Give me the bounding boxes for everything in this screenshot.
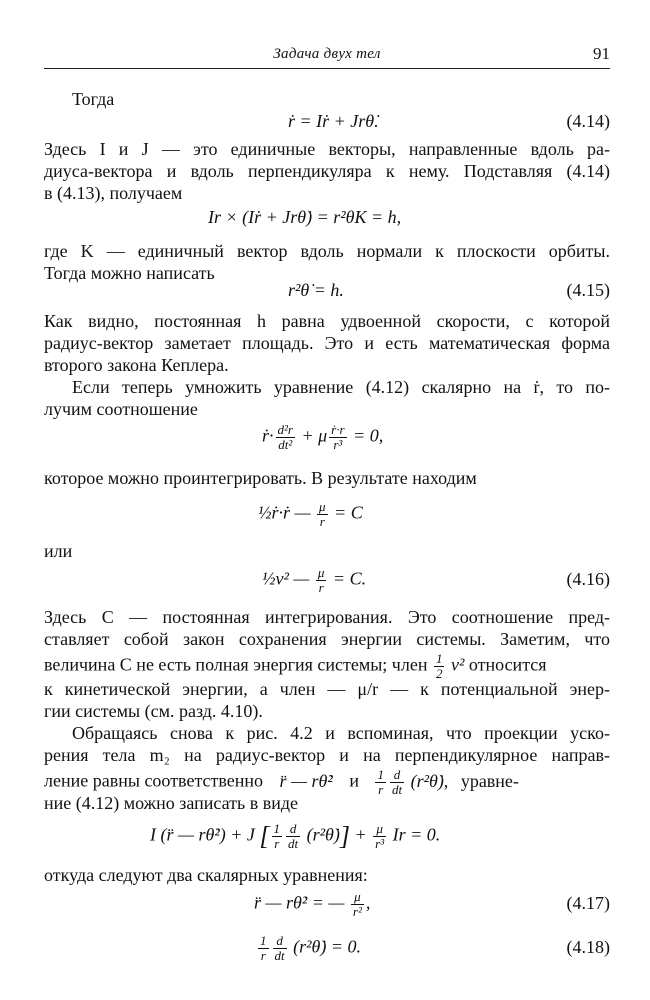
equation-4-14: ṙ = Iṙ + Jrθ̇. — [288, 111, 379, 131]
equation-number: (4.18) — [566, 937, 610, 957]
equation-number: (4.14) — [566, 111, 610, 131]
text-line: ние (4.12) можно записать в виде — [44, 793, 298, 813]
text-line: или — [44, 541, 73, 561]
text-line: ставляет собой закон сохранения энергии системы. Заметим, что — [44, 629, 610, 649]
running-title: Задача двух тел — [273, 46, 381, 62]
text-line: второго закона Кеплера. — [44, 355, 229, 375]
text-line: Обращаясь снова к рис. 4.2 и вспоминая, что проекции уско- — [72, 723, 610, 743]
text-line: которое можно проинтегрировать. В результате находим — [44, 468, 477, 488]
text-line: ление равны соответственно r̈ — rθ̇² и $\frac{1}{r}$ $\frac{d}{dt}$ (r²θ̇), уравне- — [44, 767, 519, 797]
page-number: 91 — [593, 44, 610, 63]
page-header — [44, 42, 610, 69]
text-line: гии системы (см. разд. 4.10). — [44, 701, 263, 721]
text-line: лучим соотношение — [44, 399, 198, 419]
text-line: Как видно, постоянная h равна удвоенной скорости, с которой — [44, 311, 610, 331]
equation-cross-product: Ir × (Iṙ + Jrθ̇) = r²θ̇K = h, — [208, 207, 402, 227]
text-line: в (4.13), получаем — [44, 183, 183, 203]
text-line: радиус-вектор заметает площадь. Это и есть математическая форма — [44, 333, 610, 353]
text-line: диуса-вектора и вдоль перпендикуляра к нему. Подставляя (4.14) — [44, 161, 610, 181]
equation-4-17: r̈ — rθ̇² = — $\frac{\mu}{\text{r²}}$ , — [254, 889, 371, 919]
text-line: величина C не есть полная энергия системы; член $\frac{1}{2}$ v² относится — [44, 651, 547, 681]
equation-number: (4.16) — [566, 569, 610, 589]
equation-number: (4.17) — [566, 893, 610, 913]
equation-dot-product: ṙ· $\frac{\text{d²r}}{\text{dt²}}$ + μ $\frac{\text{ṙ·r}}{\text{r³}}$ = 0, — [262, 422, 384, 452]
equation-4-18: $\frac{1}{r}$ $\frac{d}{dt}$ (r²θ̇) = 0. — [260, 933, 362, 963]
equation-vector-form: I (r̈ — rθ̇²) + J [ $\frac{1}{r}$ $\frac{d}{dt}$ (r²θ̇)] + $\frac{\mu}{\text{r³}}$ Ir = 0. — [150, 821, 441, 851]
text-line: Здесь C — постоянная интегрирования. Это соотношение пред- — [44, 607, 610, 627]
equation-number: (4.15) — [566, 280, 610, 300]
text-line: Тогда можно написать — [44, 263, 215, 283]
text-line: Тогда — [72, 89, 115, 109]
equation-4-16: ½v² — $\frac{\mu}{r}$ = C. — [262, 565, 367, 595]
text-line: откуда следуют два скалярных уравнения: — [44, 865, 368, 885]
text-line: Если теперь умножить уравнение (4.12) скалярно на ṙ, то по- — [72, 377, 610, 397]
text-line: к кинетической энергии, а член — μ/r — к потенциальной энер- — [44, 679, 610, 699]
equation-integral: ½ṙ·ṙ — $\frac{\mu}{r}$ = C — [258, 499, 363, 529]
text-line: где K — единичный вектор вдоль нормали к плоскости орбиты. — [44, 241, 610, 261]
text-line: рения тела m₂ на радиус-вектор и на перпендикулярное направ- — [44, 745, 610, 765]
text-line: Здесь I и J — это единичные векторы, направленные вдоль ра- — [44, 139, 610, 159]
equation-4-15: r²θ̇ = h. — [288, 280, 344, 300]
